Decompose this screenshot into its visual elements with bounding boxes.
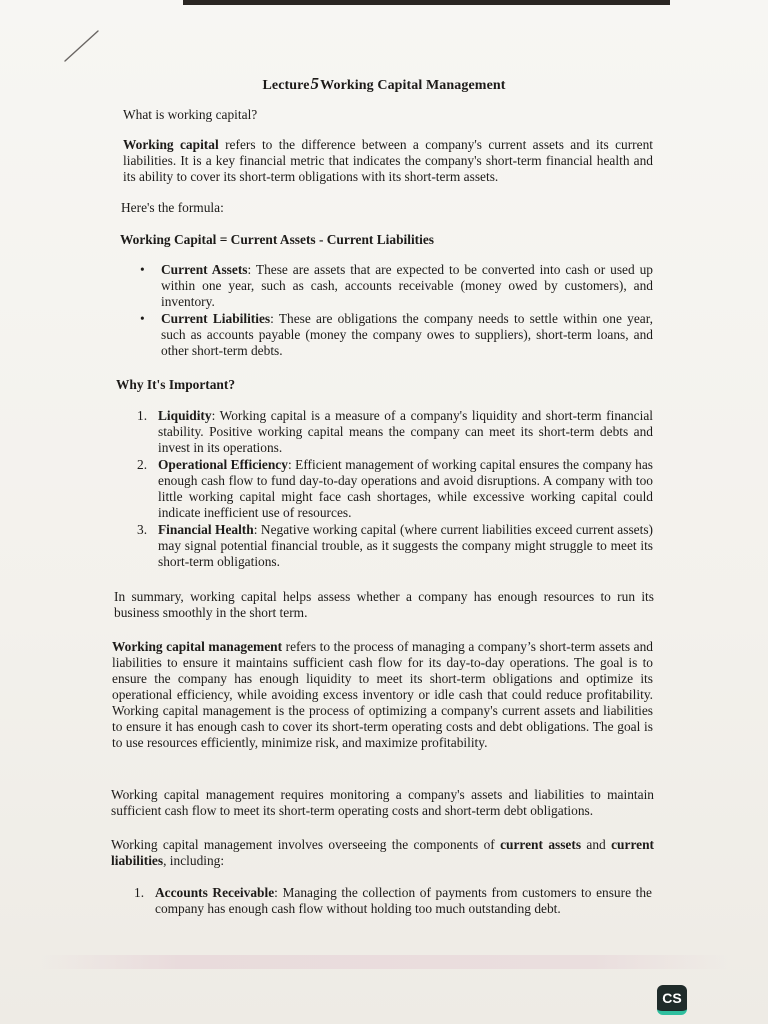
item-text: : Working capital is a measure of a company's liquidity and short-term financial stability. Positive working capital means the company can meet its short-term debts and invest in its operations.: [158, 408, 653, 455]
item-number: 1.: [137, 408, 148, 423]
components-intro-term2: current liabilities: [111, 837, 654, 868]
page-title: [0, 74, 768, 94]
components-intro-after: , including:: [163, 853, 225, 868]
pen-stroke-mark: [62, 28, 102, 64]
item-term: Operational Efficiency: [158, 457, 288, 472]
scan-artifact: [40, 955, 730, 969]
item-text: : Efficient management of working capital ensures the company has enough cash flow to fund day-to-day operations and avoid disruptions. A company with too little working capital might face cash shortages, while excessive working capital could indicate inefficient use of resources.: [158, 457, 653, 520]
title-rest: Working Capital Management: [320, 78, 506, 93]
components-list: [134, 885, 652, 918]
components-intro-before: Working capital management involves overseeing the components of: [111, 837, 501, 852]
bullet-current-assets: [140, 262, 653, 310]
item-number: 2.: [137, 457, 148, 472]
bullet-text: : These are obligations the company needs to settle within one year, such as accounts payable (money the company owes to suppliers), short-term loans, and other short-term debts.: [161, 311, 653, 358]
bullet-text: : These are assets that are expected to be converted into cash or used up within one year, such as cash, accounts receivable (money owed by customers), and inventory.: [161, 262, 653, 309]
item-term: Financial Health: [158, 522, 254, 537]
item-text: : Negative working capital (where current liabilities exceed current assets) may signal potential financial trouble, as it suggests the company might struggle to meet its short-term obligations.: [158, 522, 653, 569]
bullet-dot: •: [140, 262, 145, 277]
item-number: 3.: [137, 522, 148, 537]
bullet-dot: •: [140, 311, 145, 326]
component-item-accounts-receivable: [134, 885, 652, 917]
item-text: : Managing the collection of payments from customers to ensure the company has enough cash flow without holding too much outstanding debt.: [155, 885, 652, 916]
bullet-current-liabilities: [140, 311, 653, 359]
importance-list: [137, 408, 653, 571]
item-number: 1.: [134, 885, 145, 900]
title-prefix: Lecture: [262, 78, 310, 93]
definition-text: refers to the difference between a company's current assets and its current liabilities. It is a key financial metric that indicates the company's short-term financial health and its ability to cover its short-term obligations with its short-term assets.: [123, 137, 653, 184]
importance-item-liquidity: [137, 408, 653, 456]
asset-liability-bullets: [140, 262, 653, 360]
item-term: Liquidity: [158, 408, 212, 423]
components-intro-term1: current assets: [500, 837, 582, 852]
item-term: Accounts Receivable: [155, 885, 275, 900]
components-intro-middle: and: [581, 837, 612, 852]
definition-paragraph: [123, 137, 653, 185]
bullet-term: Current Assets: [161, 262, 248, 277]
wcm-paragraph: [112, 639, 653, 751]
intro-question: What is working capital?: [123, 107, 258, 122]
summary-paragraph: In summary, working capital helps assess whether a company has enough resources to run its business smoothly in the short term.: [114, 589, 654, 620]
importance-heading: Why It's Important?: [116, 377, 236, 392]
monitoring-paragraph: Working capital management requires monitoring a company's assets and liabilities to maintain sufficient cash flow to meet its short-term operating costs and short-term debt obligations.: [111, 787, 654, 818]
page-top-edge: [183, 0, 670, 5]
formula: Working Capital = Current Assets - Current Liabilities: [120, 232, 435, 247]
wcm-text: refers to the process of managing a company’s short-term assets and liabilities to ensure it maintains sufficient cash flow for its day-to-day operations. The goal is to ensure the company has enough liquidity to meet its short-term obligations and optimize its operational efficiency, while avoiding excess inventory or idle cash that could reduce profitability. Working capital management is the process of optimizing a company's current assets and liabilities to ensure it has enough cash to cover its short-term operating costs and debt obligations. The goal is to use resources efficiently, minimize risk, and maximize profitability.: [112, 639, 653, 750]
wcm-term: Working capital management: [112, 639, 283, 654]
camscanner-logo: CS: [657, 985, 687, 1015]
bullet-term: Current Liabilities: [161, 311, 271, 326]
importance-item-operational-efficiency: [137, 457, 653, 521]
definition-term: Working capital: [123, 137, 219, 152]
importance-item-financial-health: [137, 522, 653, 570]
title-lecture-number: 5: [310, 74, 320, 93]
components-intro: [111, 837, 654, 869]
formula-intro: Here's the formula:: [121, 200, 224, 215]
